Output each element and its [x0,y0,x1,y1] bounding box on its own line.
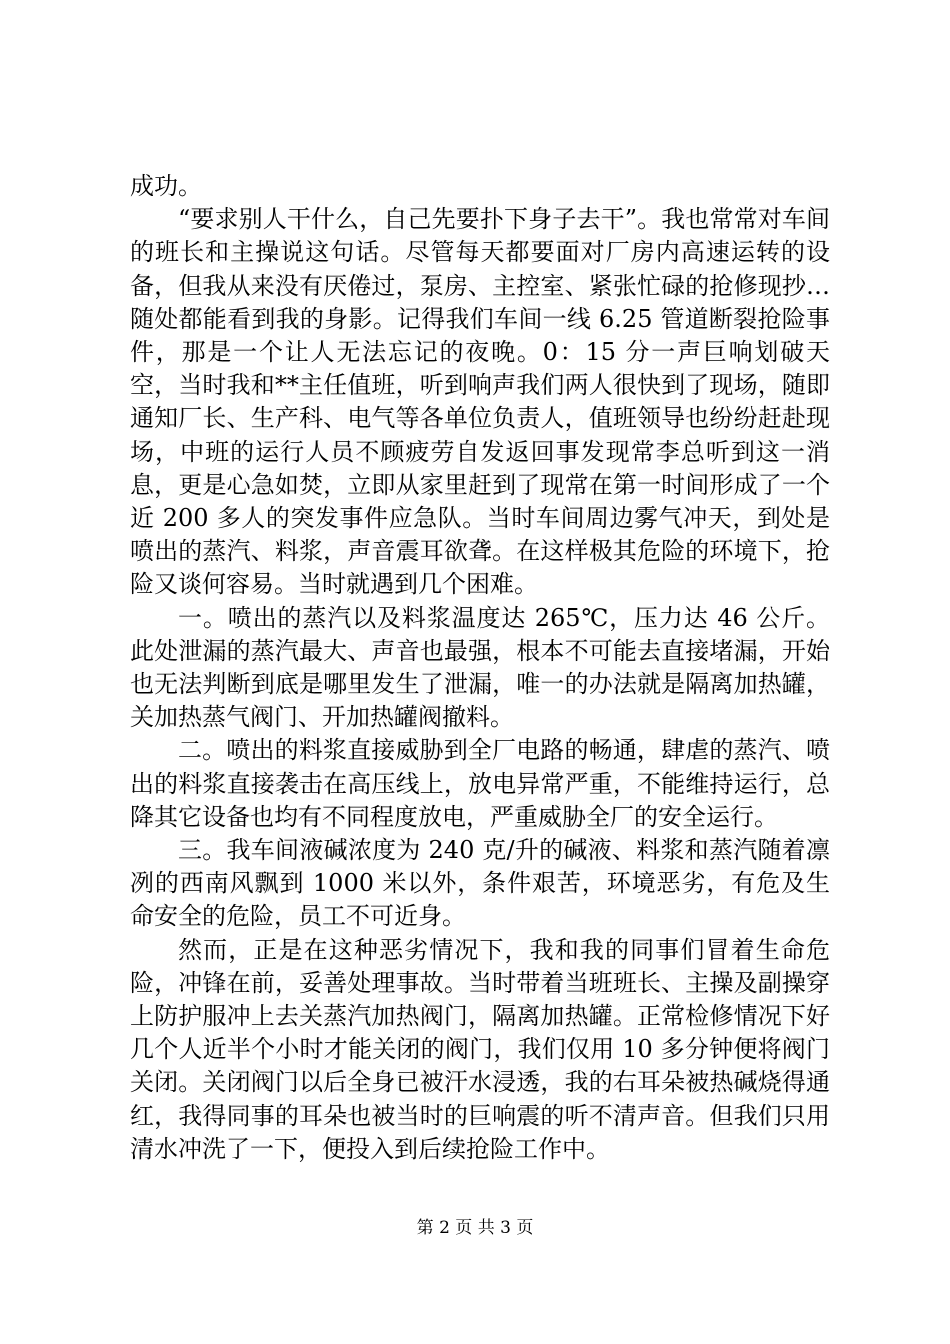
paragraph-6: 然而，正是在这种恶劣情况下，我和我的同事们冒着生命危险，冲锋在前，妥善处理事故。当时带着当班班长、主操及副操穿上防护服冲上去关蒸汽加热阀门，隔离加热罐。正常检修情况下好几个人近半个小时才能关闭的阀门，我们仅用 10 多分钟便将阀门关闭。关闭阀门以后全身已被汗水浸透，我的右耳朵被热碱烧得通红，我得同事的耳朵也被当时的巨响震的听不清声音。但我们只用清水冲洗了一下，便投入到后续抢险工作中。 [130,935,830,1163]
document-body [130,170,830,1166]
paragraph-4: 二。喷出的料浆直接威胁到全厂电路的畅通，肆虐的蒸汽、喷出的料浆直接袭击在高压线上，放电异常严重，不能维持运行，总降其它设备也均有不同程度放电，严重威胁全厂的安全运行。 [130,736,830,831]
paragraph-3: 一。喷出的蒸汽以及料浆温度达 265℃，压力达 46 公斤。此处泄漏的蒸汽最大、声音也最强，根本不可能去直接堵漏，开始也无法判断到底是哪里发生了泄漏，唯一的办法就是隔离加热罐，关加热蒸气阀门、开加热罐阀撤料。 [130,603,830,732]
page-footer: 第 2 页 共 3 页 [416,1218,534,1238]
paragraph-1: 成功。 [130,172,202,200]
paragraph-2: “要求别人干什么，自己先要扑下身子去干”。我也常常对车间的班长和主操说这句话。尽管每天都要面对厂房内高速运转的设备，但我从来没有厌倦过，泵房、主控室、紧张忙碌的抢修现抄…随处都能看到我的身影。记得我们车间一线 6.25 管道断裂抢险事件，那是一个让人无法忘记的夜晚。0：15 分一声巨响划破天空，当时我和**主任值班，听到响声我们两人很快到了现场，随即通知厂长、生产科、电气等各单位负责人，值班领导也纷纷赶赴现场，中班的运行人员不顾疲劳自发返回事发现常李总听到这一消息，更是心急如焚，立即从家里赶到了现常在第一时间形成了一个近 200 多人的突发事件应急队。当时车间周边雾气冲天，到处是喷出的蒸汽、料浆，声音震耳欲聋。在这样极其危险的环境下，抢险又谈何容易。当时就遇到几个困难。 [130,205,830,599]
paragraph-5: 三。我车间液碱浓度为 240 克/升的碱液、料浆和蒸汽随着凛冽的西南风飘到 1000 米以外，条件艰苦，环境恶劣，有危及生命安全的危险，员工不可近身。 [130,836,830,931]
